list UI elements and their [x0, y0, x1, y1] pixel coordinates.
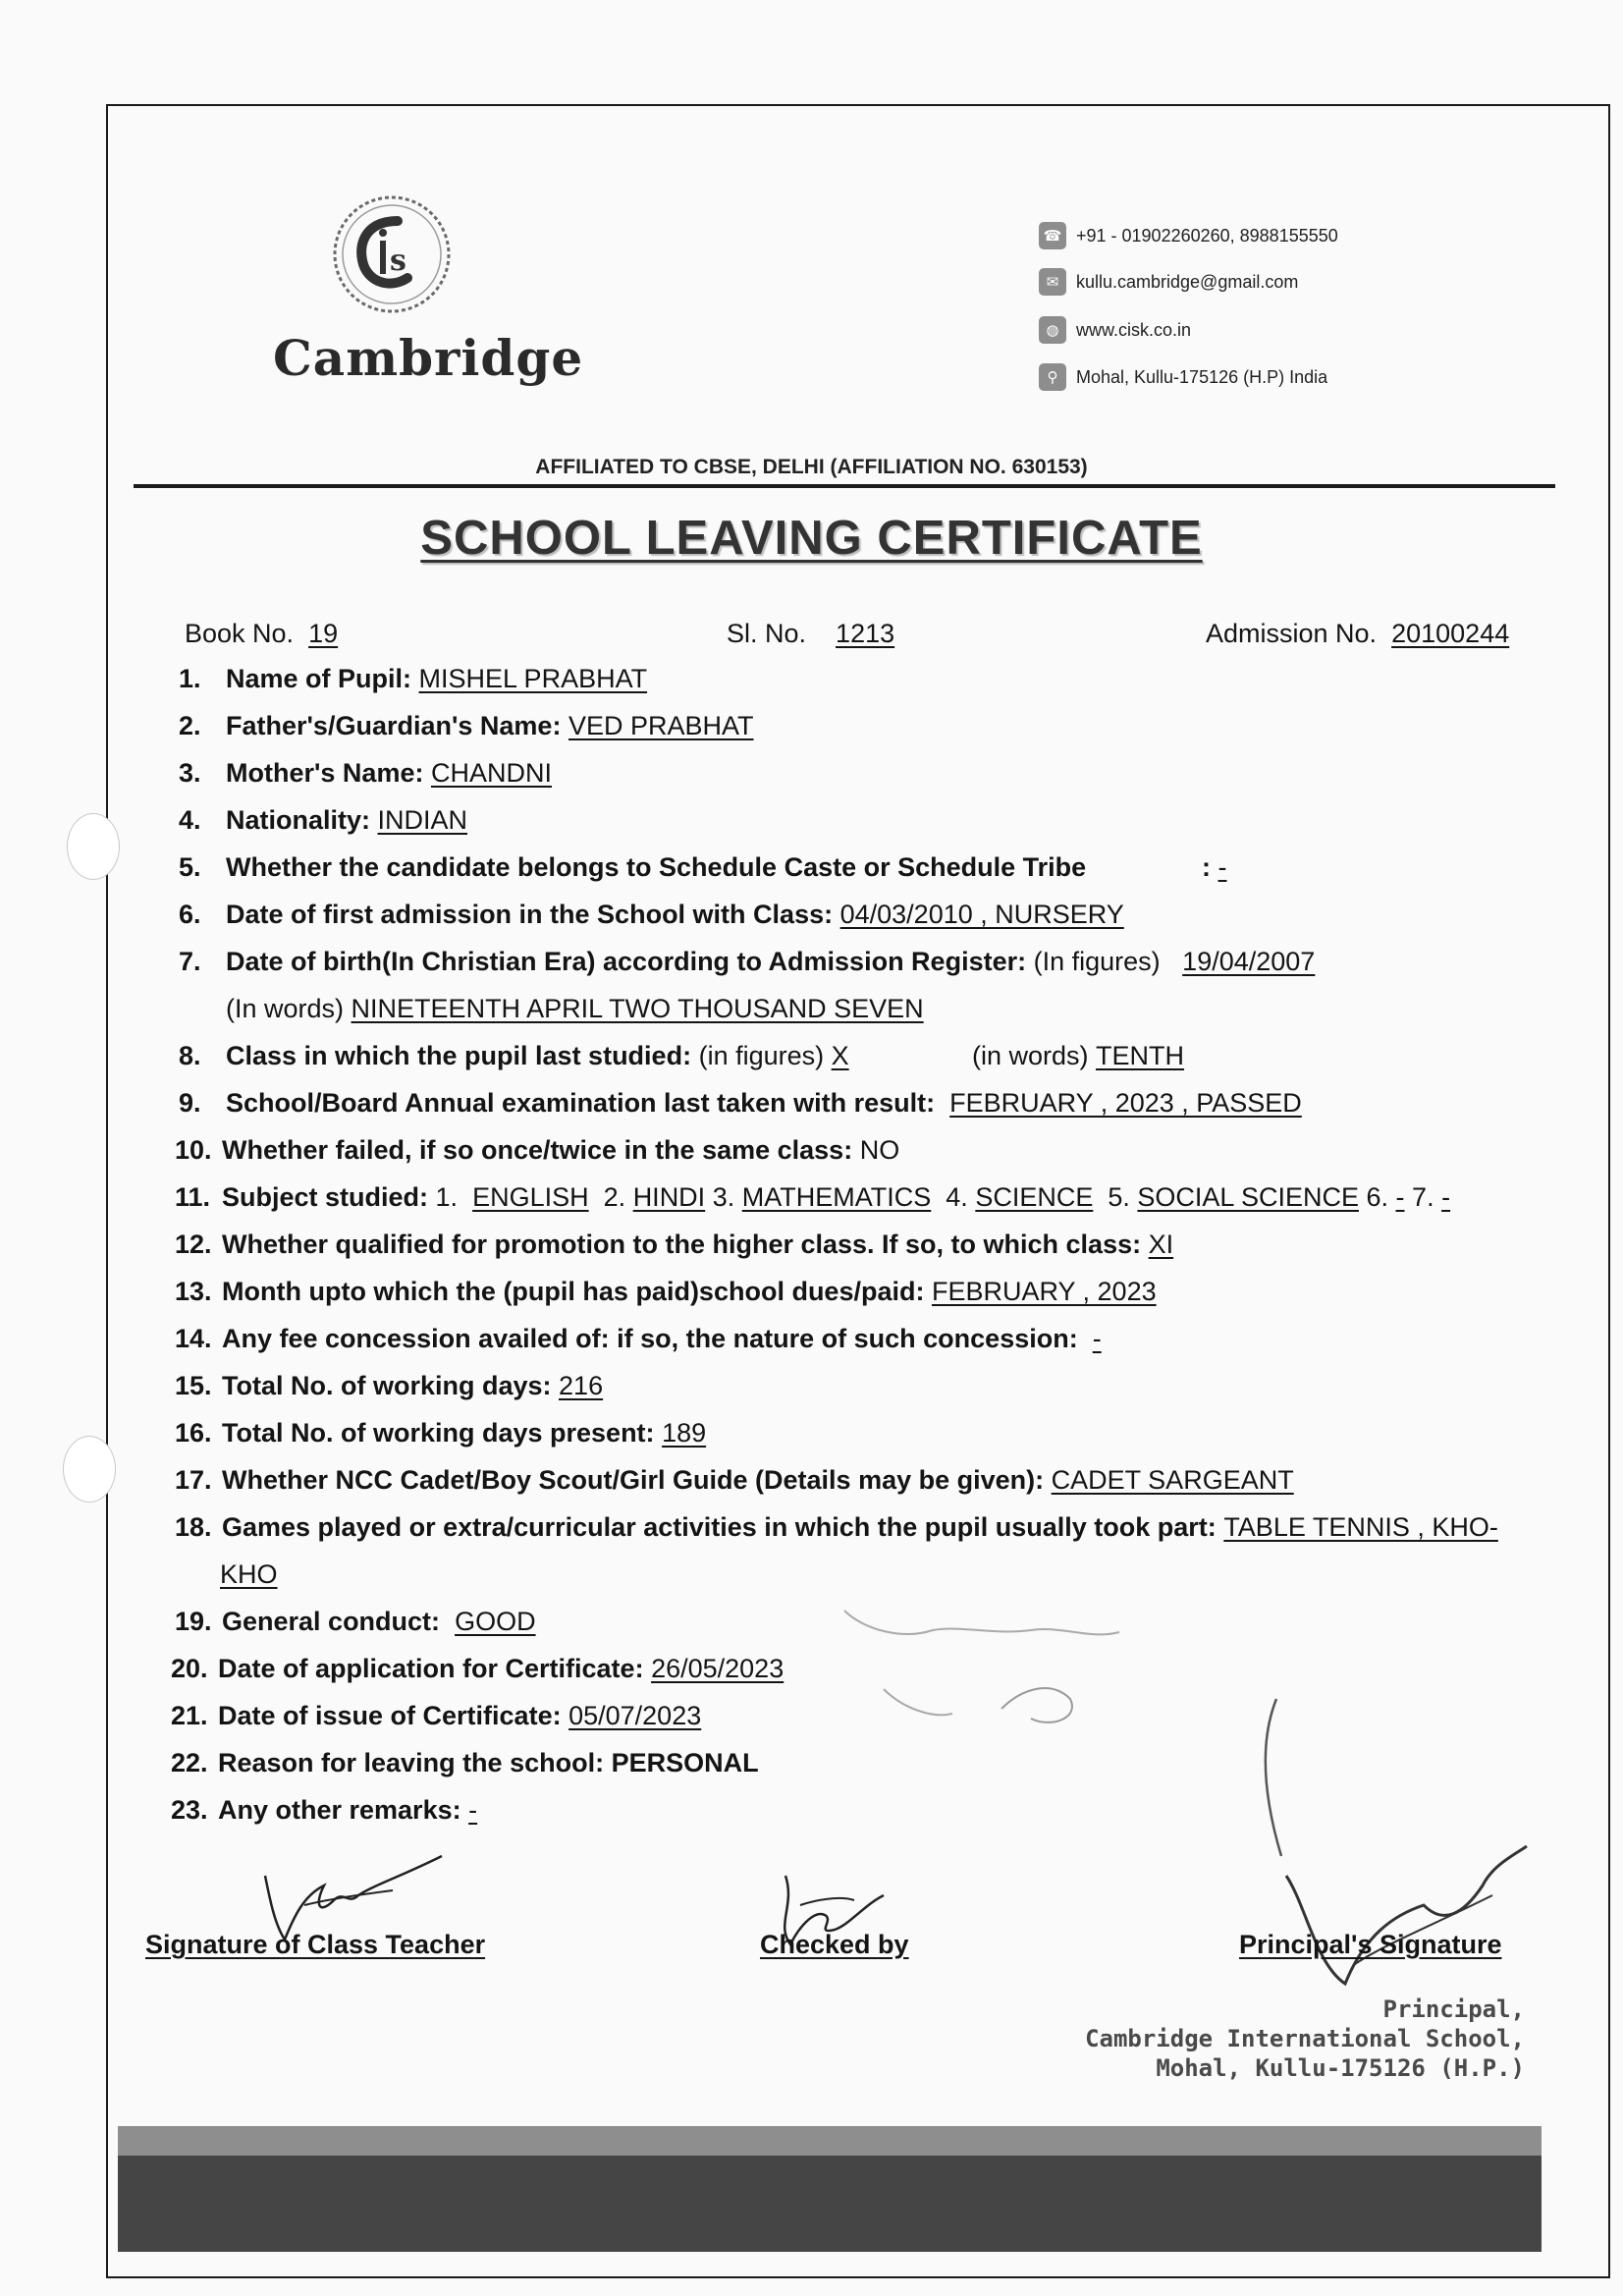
item-label: Whether qualified for promotion to the higher class. If so, to which class:	[222, 1230, 1142, 1259]
item-remarks	[171, 1795, 477, 1826]
item-general-conduct	[175, 1607, 536, 1637]
item-father-name	[179, 711, 754, 741]
item-last-exam	[179, 1088, 1302, 1119]
subject-number: 1.	[435, 1182, 459, 1212]
item-value: VED PRABHAT	[568, 711, 754, 740]
item-value: 19/04/2007	[1182, 947, 1316, 976]
item-value: PERSONAL	[611, 1748, 759, 1777]
item-class-last-studied	[179, 1041, 849, 1071]
item-value: INDIAN	[377, 805, 468, 835]
item-value: -	[468, 1795, 478, 1825]
item-label: Whether failed, if so once/twice in the same class:	[222, 1135, 853, 1165]
item-class-words	[972, 1041, 1184, 1071]
subject-value: -	[1395, 1182, 1405, 1212]
item-label: Nationality:	[226, 805, 371, 835]
figures-label: (In figures)	[1033, 947, 1161, 976]
subject-number: 7.	[1412, 1182, 1434, 1212]
item-label: Mother's Name:	[226, 758, 424, 788]
punch-hole	[63, 1436, 116, 1503]
school-name-logo: Cambridge	[273, 329, 584, 387]
item-working-days	[175, 1371, 603, 1401]
item-subjects	[175, 1182, 1450, 1213]
checked-by-label: Checked by	[760, 1930, 909, 1959]
serial-number	[727, 619, 894, 649]
words-label: (in words)	[972, 1041, 1089, 1070]
principal-signature-label: Principal's Signature	[1239, 1930, 1502, 1959]
item-label: Whether NCC Cadet/Boy Scout/Girl Guide (Details may be given):	[222, 1465, 1045, 1495]
item-value: 189	[662, 1418, 707, 1448]
contact-phone	[1039, 222, 1338, 249]
item-separator: :	[1202, 852, 1211, 882]
book-value: 19	[308, 619, 339, 648]
item-number: 17.	[175, 1465, 212, 1495]
item-value: FEBRUARY , 2023	[931, 1277, 1157, 1306]
item-value: 26/05/2023	[651, 1654, 784, 1683]
footer-band-dark	[118, 2156, 1542, 2252]
email-text: kullu.cambridge@gmail.com	[1076, 271, 1299, 292]
contact-email	[1039, 268, 1298, 296]
item-label: Any other remarks:	[218, 1795, 461, 1825]
item-value: -	[1092, 1324, 1102, 1353]
figures-label: (in figures)	[698, 1041, 825, 1070]
item-value: XI	[1148, 1230, 1174, 1259]
subject-value: HINDI	[632, 1182, 706, 1212]
item-failed	[175, 1135, 899, 1166]
item-number: 1.	[179, 664, 201, 693]
header-divider	[134, 484, 1555, 488]
subject-value: MATHEMATICS	[741, 1182, 932, 1212]
item-number: 13.	[175, 1277, 212, 1306]
item-label: Date of birth(In Christian Era) according to Admission Register:	[226, 947, 1027, 976]
item-number: 16.	[175, 1418, 212, 1448]
subject-value: SCIENCE	[975, 1182, 1094, 1212]
item-value: MISHEL PRABHAT	[418, 664, 648, 693]
item-value: 216	[559, 1371, 604, 1400]
item-label: Date of application for Certificate:	[218, 1654, 644, 1683]
address-text: Mohal, Kullu-175126 (H.P) India	[1076, 366, 1328, 387]
item-label: Date of issue of Certificate:	[218, 1701, 562, 1730]
item-value: KHO	[220, 1559, 278, 1589]
svg-text:s: s	[390, 244, 406, 278]
school-logo-icon	[329, 191, 455, 317]
item-nationality	[179, 805, 467, 836]
item-value: GOOD	[455, 1607, 536, 1636]
affiliation-line: AFFILIATED TO CBSE, DELHI (AFFILIATION NO. 630153)	[535, 456, 1088, 478]
item-ncc	[175, 1465, 1294, 1496]
item-days-present	[175, 1418, 706, 1449]
subject-number: 4.	[946, 1182, 968, 1212]
item-number: 22.	[171, 1748, 208, 1777]
subject-number: 5.	[1108, 1182, 1130, 1212]
phone-text: +91 - 01902260260, 8988155550	[1076, 225, 1338, 246]
item-caste-tribe-answer	[1202, 852, 1227, 883]
contact-website	[1039, 316, 1191, 344]
item-label: Reason for leaving the school:	[218, 1748, 605, 1777]
item-label: Total No. of working days:	[222, 1371, 552, 1400]
item-number: 20.	[171, 1654, 208, 1683]
item-value: FEBRUARY , 2023 , PASSED	[949, 1088, 1302, 1118]
book-number	[185, 619, 338, 649]
item-value: TENTH	[1096, 1041, 1185, 1070]
item-name-of-pupil	[179, 664, 647, 694]
item-label: School/Board Annual examination last taken with result:	[226, 1088, 936, 1118]
item-label: Whether the candidate belongs to Schedule Caste or Schedule Tribe	[226, 852, 1087, 882]
item-label: Any fee concession availed of: if so, the nature of such concession:	[222, 1324, 1078, 1353]
item-date-of-birth	[179, 947, 1315, 977]
item-number: 21.	[171, 1701, 208, 1730]
admission-number	[1206, 619, 1509, 649]
item-value: -	[1217, 852, 1227, 882]
mail-icon: ✉	[1039, 268, 1066, 296]
item-number: 7.	[179, 947, 201, 976]
item-number: 12.	[175, 1230, 212, 1259]
item-number: 8.	[179, 1041, 201, 1070]
item-first-admission	[179, 900, 1124, 930]
item-value: X	[831, 1041, 849, 1070]
sl-label: Sl. No.	[727, 619, 807, 648]
item-label: General conduct:	[222, 1607, 441, 1636]
certificate-title-text: SCHOOL LEAVING CERTIFICATE	[420, 512, 1203, 565]
item-date-of-birth-words	[226, 994, 924, 1024]
item-number: 3.	[179, 758, 201, 788]
subject-number: 2.	[603, 1182, 626, 1212]
item-number: 15.	[175, 1371, 212, 1400]
item-label: Games played or extra/curricular activities in which the pupil usually took part:	[222, 1512, 1217, 1542]
item-dues-paid	[175, 1277, 1157, 1307]
subject-value: -	[1441, 1182, 1451, 1212]
item-label: Class in which the pupil last studied:	[226, 1041, 692, 1070]
item-number: 23.	[171, 1795, 208, 1825]
adm-label: Admission No.	[1206, 619, 1378, 648]
stamp-line-principal: Principal,	[1382, 1995, 1525, 2023]
contact-address	[1039, 363, 1327, 391]
words-label: (In words)	[226, 994, 345, 1023]
certificate-title	[0, 511, 1623, 566]
phone-icon: ☎	[1039, 222, 1066, 249]
globe-icon: ◍	[1039, 316, 1066, 344]
subject-value: ENGLISH	[472, 1182, 589, 1212]
item-label: Father's/Guardian's Name:	[226, 711, 562, 740]
item-value: 04/03/2010 , NURSERY	[839, 900, 1124, 929]
item-number: 10.	[175, 1135, 212, 1165]
item-caste-tribe	[179, 852, 1086, 883]
item-label: Month upto which the (pupil has paid)school dues/paid:	[222, 1277, 925, 1306]
subject-number: 6.	[1366, 1182, 1389, 1212]
adm-value: 20100244	[1391, 619, 1510, 648]
footer-band-light	[118, 2126, 1542, 2156]
item-number: 9.	[179, 1088, 201, 1118]
item-number: 6.	[179, 900, 201, 929]
item-value: CHANDNI	[430, 758, 552, 788]
item-number: 2.	[179, 711, 201, 740]
item-value: TABLE TENNIS , KHO-	[1223, 1512, 1498, 1542]
item-application-date	[171, 1654, 784, 1684]
item-value: NO	[859, 1135, 900, 1165]
item-label: Date of first admission in the School with Class:	[226, 900, 834, 929]
item-number: 5.	[179, 852, 201, 882]
item-games-continued	[220, 1559, 278, 1590]
item-value: 05/07/2023	[568, 1701, 702, 1730]
item-leaving-reason	[171, 1748, 759, 1778]
class-teacher-signature-label: Signature of Class Teacher	[145, 1930, 486, 1959]
item-promotion	[175, 1230, 1173, 1260]
item-label: Subject studied:	[222, 1182, 429, 1212]
punch-hole	[67, 813, 120, 880]
subject-value: SOCIAL SCIENCE	[1137, 1182, 1359, 1212]
item-number: 4.	[179, 805, 201, 835]
subject-number: 3.	[712, 1182, 735, 1212]
item-value: NINETEENTH APRIL TWO THOUSAND SEVEN	[351, 994, 924, 1023]
item-games	[175, 1512, 1498, 1543]
item-fee-concession	[175, 1324, 1102, 1354]
sl-value: 1213	[836, 619, 895, 648]
item-number: 18.	[175, 1512, 212, 1542]
stamp-line-school: Cambridge International School,	[1085, 2025, 1525, 2052]
location-pin-icon: ⚲	[1039, 363, 1066, 391]
stamp-line-address: Mohal, Kullu-175126 (H.P.)	[1156, 2054, 1525, 2082]
item-number: 14.	[175, 1324, 212, 1353]
item-issue-date	[171, 1701, 701, 1731]
item-label: Name of Pupil:	[226, 664, 412, 693]
margin-note-signature	[825, 1571, 1217, 1758]
item-number: 11.	[175, 1182, 211, 1212]
item-value: CADET SARGEANT	[1051, 1465, 1294, 1495]
item-number: 19.	[175, 1607, 212, 1636]
website-text: www.cisk.co.in	[1076, 319, 1192, 340]
item-label: Total No. of working days present:	[222, 1418, 655, 1448]
book-label: Book No.	[185, 619, 295, 648]
item-mother-name	[179, 758, 552, 789]
